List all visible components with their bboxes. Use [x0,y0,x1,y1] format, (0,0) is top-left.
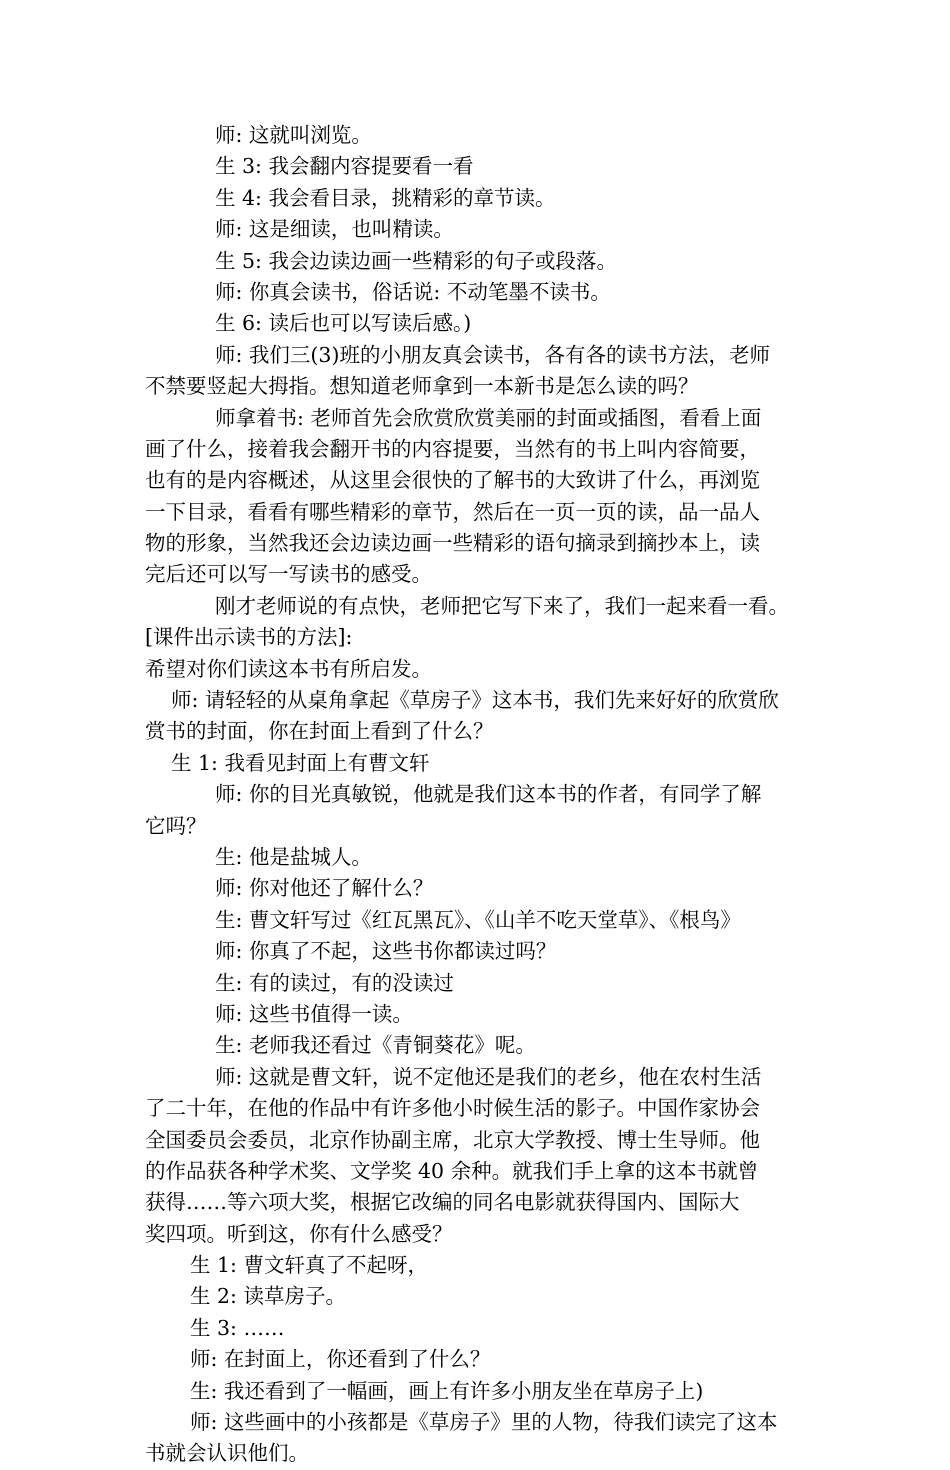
text-line: 了二十年，在他的作品中有许多他小时候生活的影子。中国作家协会 [145,1096,760,1121]
text-line: 刚才老师说的有点快，老师把它写下来了，我们一起来看一看。 [215,593,789,618]
text-line: 师: 我们三(3)班的小朋友真会读书，各有各的读书方法，老师 [215,342,770,367]
text-line: 生 1: 曹文轩真了不起呀， [190,1253,428,1278]
text-line: 生: 他是盐城人。 [215,844,372,869]
text-line: 生 3: …… [190,1315,285,1340]
text-line: 书就会认识他们。 [145,1441,309,1466]
text-line: 生: 有的读过，有的没读过 [215,970,454,995]
text-line: 全国委员会委员，北京作协副主席，北京大学教授、博士生导师。他 [145,1127,760,1152]
text-line: 生 6: 读后也可以写读后感。) [215,311,472,336]
text-line: 师: 你的目光真敏锐，他就是我们这本书的作者，有同学了解 [215,782,762,807]
text-line: 师: 这是细读，也叫精读。 [215,217,454,242]
document-body [145,120,815,1470]
text-line: 师: 你对他还了解什么？ [215,876,434,901]
text-line: 生 5: 我会边读边画一些精彩的句子或段落。 [215,248,617,273]
text-line: [课件出示读书的方法]: [145,625,353,650]
text-line: 希望对你们读这本书有所启发。 [145,656,432,681]
text-line: 师拿着书: 老师首先会欣赏欣赏美丽的封面或插图，看看上面 [215,405,762,430]
text-line: 生: 我还看到了一幅画，画上有许多小朋友坐在草房子上) [190,1378,704,1403]
text-line: 师: 这就是曹文轩，说不定他还是我们的老乡，他在农村生活 [215,1064,762,1089]
text-line: 生 3: 我会翻内容提要看一看 [215,154,474,179]
text-line: 师: 你真会读书，俗话说: 不动笔墨不读书。 [215,279,611,304]
text-line: 也有的是内容概述，从这里会很快的了解书的大致讲了什么，再浏览 [145,468,760,493]
text-line: 奖四项。听到这，你有什么感受？ [145,1221,453,1246]
text-line: 生: 老师我还看过《青铜葵花》呢。 [215,1033,536,1058]
text-line: 它吗？ [145,813,207,838]
text-line: 师: 这些书值得一读。 [215,1001,413,1026]
text-line: 画了什么，接着我会翻开书的内容提要，当然有的书上叫内容简要， [145,436,760,461]
text-line: 完后还可以写一写读书的感受。 [145,562,432,587]
text-line: 师: 在封面上，你还看到了什么？ [190,1347,491,1372]
text-line: 不禁要竖起大拇指。想知道老师拿到一本新书是怎么读的吗？ [145,374,699,399]
text-line: 物的形象，当然我还会边读边画一些精彩的语句摘录到摘抄本上，读 [145,531,760,556]
text-line: 生 4: 我会看目录，挑精彩的章节读。 [215,185,556,210]
text-line: 一下目录，看看有哪些精彩的章节，然后在一页一页的读，品一品人 [145,499,760,524]
text-line: 的作品获各种学术奖、文学奖 40 余种。就我们手上拿的这本书就曾 [145,1158,759,1183]
text-line: 生: 曹文轩写过《红瓦黑瓦》、《山羊不吃天堂草》、《根鸟》 [215,907,741,932]
text-line: 师: 这就叫浏览。 [215,123,372,147]
text-line: 生 1: 我看见封面上有曹文轩 [171,750,430,775]
text-line: 获得……等六项大奖，根据它改编的同名电影就获得国内、国际大 [145,1190,740,1215]
text-line: 师: 请轻轻的从桌角拿起《草房子》这本书，我们先来好好的欣赏欣 [171,688,779,713]
text-line: 师: 你真了不起，这些书你都读过吗？ [215,939,557,964]
text-line: 师: 这些画中的小孩都是《草房子》里的人物，待我们读完了这本 [190,1410,778,1435]
text-line: 赏书的封面，你在封面上看到了什么？ [145,719,494,744]
text-line: 生 2: 读草房子。 [190,1284,346,1309]
